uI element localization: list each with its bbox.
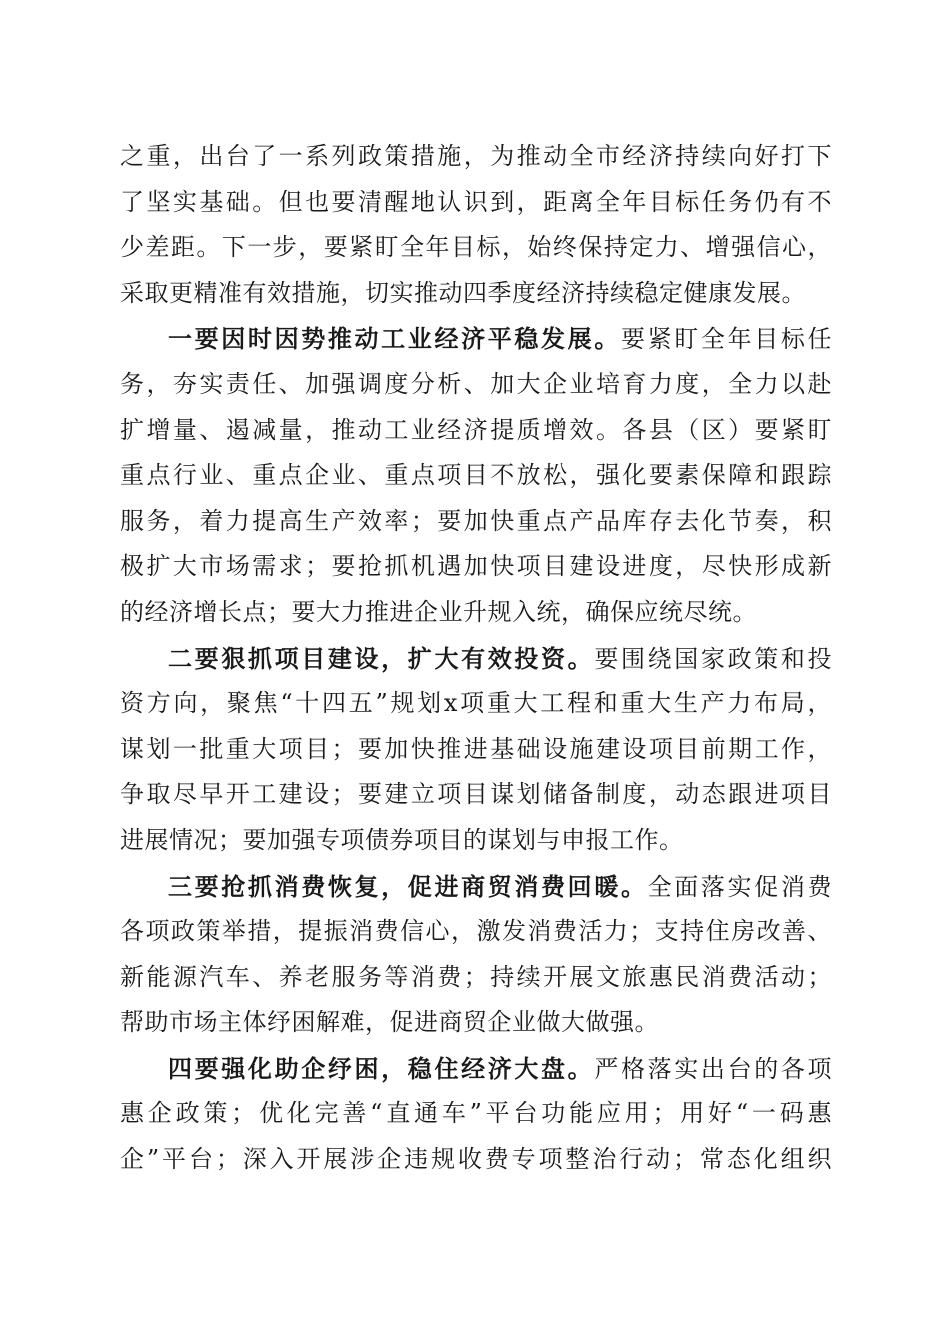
paragraph-3-heading-line xyxy=(120,864,832,910)
paragraph-2-heading: 二要狠抓项目建设，扩大有效投资。 xyxy=(168,643,595,673)
paragraph-1-heading: 一要因时因势推动工业经济平稳发展。 xyxy=(168,324,621,354)
paragraph-2-heading-line xyxy=(120,636,832,682)
paragraph-1-heading-line xyxy=(120,316,832,362)
text-line: 企”平台；深入开展涉企违规收费专项整治行动；常态化组织 xyxy=(120,1145,832,1174)
text-line: 采取更精准有效措施，切实推动四季度经济持续稳定健康发展。 xyxy=(120,278,806,307)
document-page xyxy=(120,134,832,1183)
text-line: 各项政策举措，提振消费信心，激发消费活力；支持住房改善、 xyxy=(120,917,832,946)
text-line: 重点行业、重点企业、重点项目不放松，强化要素保障和跟踪 xyxy=(120,461,832,490)
paragraph-4-heading-line xyxy=(120,1046,832,1092)
text-line: 谋划一批重大项目；要加快推进基础设施建设项目前期工作， xyxy=(120,734,832,763)
text-run: 全面落实促消费 xyxy=(647,872,832,901)
text-run: 要围绕国家政策和投 xyxy=(594,644,833,673)
text-line: 之重，出台了一系列政策措施，为推动全市经济持续向好打下 xyxy=(120,142,832,170)
text-line: 资方向，聚焦“十四五”规划x项重大工程和重大生产力布局， xyxy=(120,689,832,718)
paragraph-4-heading: 四要强化助企纾困，稳住经济大盘。 xyxy=(168,1053,595,1083)
text-line: 帮助市场主体纾困解难，促进商贸企业做大做强。 xyxy=(120,1008,659,1037)
text-line: 了坚实基础。但也要清醒地认识到，距离全年目标任务仍有不 xyxy=(120,187,832,216)
text-line: 进展情况；要加强专项债券项目的谋划与申报工作。 xyxy=(120,825,684,854)
text-line: 争取尽早开工建设；要建立项目谋划储备制度，动态跟进项目 xyxy=(120,780,832,809)
text-line: 新能源汽车、养老服务等消费；持续开展文旅惠民消费活动； xyxy=(120,962,832,991)
text-run: 严格落实出台的各项 xyxy=(594,1054,833,1083)
text-line: 务，夯实责任、加强调度分析、加大企业培育力度，全力以赴 xyxy=(120,369,832,398)
text-line: 服务，着力提高生产效率；要加快重点产品库存去化节奏，积 xyxy=(120,506,832,535)
text-line: 极扩大市场需求；要抢抓机遇加快项目建设进度，尽快形成新 xyxy=(120,552,832,581)
text-line: 的经济增长点；要大力推进企业升规入统，确保应统尽统。 xyxy=(120,597,757,626)
text-line: 扩增量、遏减量，推动工业经济提质增效。各县（区）要紧盯 xyxy=(120,415,832,444)
text-run: 要紧盯全年目标任 xyxy=(620,325,833,354)
text-line: 少差距。下一步，要紧盯全年目标，始终保持定力、增强信心， xyxy=(120,233,832,262)
paragraph-3-heading: 三要抢抓消费恢复，促进商贸消费回暖。 xyxy=(168,871,648,901)
text-line: 惠企政策；优化完善“直通车”平台功能应用；用好“一码惠 xyxy=(120,1099,832,1128)
